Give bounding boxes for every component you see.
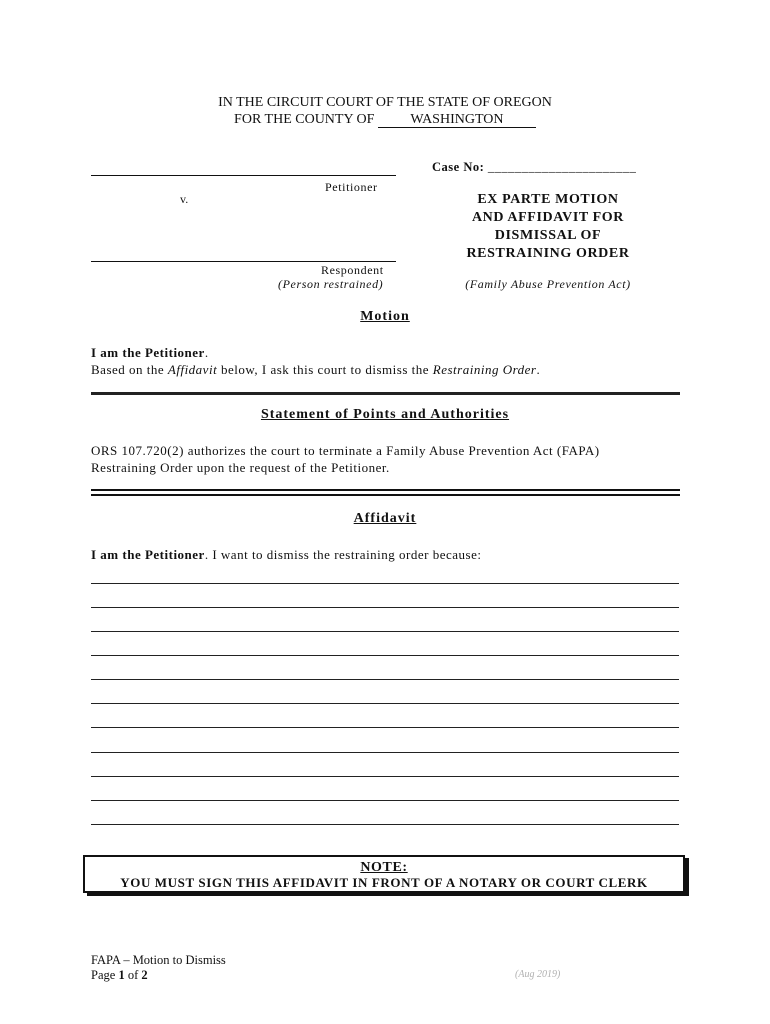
answer-line[interactable] [91, 703, 679, 704]
petitioner-label: Petitioner [325, 180, 378, 194]
motion-line-1-end: . [204, 345, 209, 360]
answer-line[interactable] [91, 752, 679, 753]
note-text: YOU MUST SIGN THIS AFFIDAVIT IN FRONT OF A NOTARY OR COURT CLERK [120, 875, 648, 890]
restraining-order-ref: Restraining Order [432, 362, 537, 377]
form-title-line: DISMISSAL OF [494, 228, 602, 243]
answer-line[interactable] [91, 727, 679, 728]
points-heading: Statement of Points and Authorities [260, 407, 510, 422]
affidavit-ref: Affidavit [167, 362, 218, 377]
answer-line[interactable] [91, 583, 679, 584]
motion-line-2 [91, 361, 691, 378]
answer-line[interactable] [91, 824, 679, 825]
notary-notice [83, 855, 685, 893]
points-line-1: ORS 107.720(2) authorizes the court to terminate a Family Abuse Prevention Act (FAPA) [91, 443, 600, 458]
county-field[interactable]: WASHINGTON [378, 113, 536, 128]
points-text [91, 442, 691, 476]
respondent-name-line[interactable] [91, 261, 396, 262]
answer-line[interactable] [91, 679, 679, 680]
case-number [432, 160, 636, 175]
case-number-field[interactable]: ______________________ [487, 160, 637, 174]
respondent-label: Respondent [321, 263, 384, 277]
affidavit-heading: Affidavit [353, 511, 417, 526]
form-title [430, 191, 666, 263]
double-divider-bottom [91, 494, 680, 496]
form-title-line: AND AFFIDAVIT FOR [471, 210, 625, 225]
motion-line-2-pre: Based on the [91, 362, 168, 377]
motion-heading: Motion [360, 309, 410, 324]
page-prefix: Page [91, 968, 119, 982]
answer-line[interactable] [91, 655, 679, 656]
answer-line[interactable] [91, 631, 679, 632]
act-name: (Family Abuse Prevention Act) [465, 277, 631, 291]
form-title-line: RESTRAINING ORDER [466, 246, 630, 261]
motion-line-2-mid: below, I ask this court to dismiss the [217, 362, 433, 377]
note-title: NOTE: [360, 860, 408, 875]
petitioner-statement: I am the Petitioner [91, 345, 205, 360]
motion-line-2-end: . [536, 362, 541, 377]
section-divider [91, 392, 680, 395]
form-title-line: EX PARTE MOTION [477, 192, 619, 207]
petitioner-name-line[interactable] [91, 175, 396, 176]
affidavit-petitioner-statement: I am the Petitioner [91, 547, 205, 562]
case-number-label: Case No: [432, 160, 485, 174]
motion-line-1 [91, 344, 691, 361]
form-name: FAPA – Motion to Dismiss [91, 953, 226, 967]
motion-text [91, 344, 691, 378]
county-label: FOR THE COUNTY OF [234, 112, 375, 127]
affidavit-intro [91, 546, 691, 563]
versus-label: v. [180, 192, 189, 206]
page-mid: of [124, 968, 142, 982]
answer-line[interactable] [91, 607, 679, 608]
answer-line[interactable] [91, 776, 679, 777]
page-current: 1 [118, 968, 125, 982]
county-line [0, 112, 770, 128]
answer-line[interactable] [91, 800, 679, 801]
points-line-2: Restraining Order upon the request of the Petitioner. [91, 460, 390, 475]
revision-date: (Aug 2019) [515, 969, 561, 980]
double-divider-top [91, 489, 680, 491]
affidavit-intro-rest: . I want to dismiss the restraining order because: [204, 547, 482, 562]
page-number [91, 968, 226, 983]
page-total: 2 [141, 968, 148, 982]
respondent-sublabel: (Person restrained) [278, 277, 384, 291]
court-name: IN THE CIRCUIT COURT OF THE STATE OF OREGON [218, 95, 552, 110]
footer [91, 953, 226, 983]
